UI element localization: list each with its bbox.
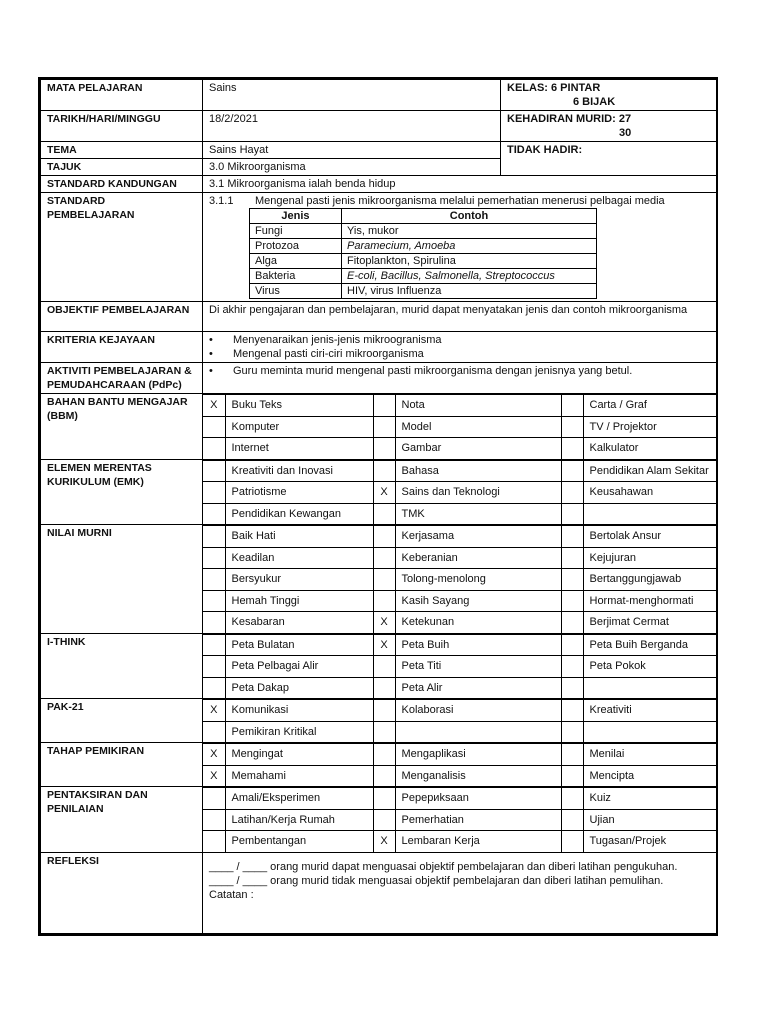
nilai-grid [203,525,716,633]
checkbox-cell[interactable] [561,460,583,482]
checkbox-cell[interactable] [561,656,583,678]
checkbox-cell[interactable] [203,569,225,591]
option-label: Peta Dakap [225,677,373,698]
checkbox-cell[interactable] [203,460,225,482]
checkbox-cell[interactable] [561,438,583,459]
contoh-cell: HIV, virus Influenza [342,284,597,299]
list-item [209,333,710,347]
emk-label [41,459,203,525]
list-item [209,347,710,361]
checkbox-cell[interactable] [373,700,395,722]
checkbox-cell[interactable] [373,765,395,786]
option-label: Keadilan [225,547,373,569]
checklist-row [203,590,716,612]
option-label: Kuiz [583,788,716,810]
pak21-grid-cell [203,699,717,743]
checkbox-cell[interactable] [373,569,395,591]
checkbox-cell[interactable] [373,526,395,548]
checklist-row [203,765,716,786]
checkbox-cell[interactable] [373,416,395,438]
option-label: Kreativiti dan Inovasi [225,460,373,482]
row-kriteria [41,332,717,363]
option-label: Keberanian [395,547,561,569]
checkbox-cell[interactable] [373,721,395,742]
checkbox-cell[interactable] [373,438,395,459]
checklist-row [203,831,716,852]
option-label: Mencipta [583,765,716,786]
sp-label-2: PEMBELAJARAN [47,209,135,221]
row-tema [41,142,717,159]
option-label: Mengaplikasi [395,744,561,766]
checkbox-cell[interactable] [561,788,583,810]
option-label: Kreativiti [583,700,716,722]
checkbox-cell[interactable] [203,788,225,810]
standard-kandungan-label: STANDARD KANDUNGAN [41,176,203,193]
option-label: Menganalisis [395,765,561,786]
bullet-icon: • [209,365,213,377]
option-label: Model [395,416,561,438]
checkbox-cell[interactable] [203,831,225,852]
checkbox-cell[interactable] [203,634,225,656]
tema-label: TEMA [41,142,203,159]
option-label: TMK [395,503,561,524]
standard-kandungan-value: 3.1 Mikroorganisma ialah benda hidup [203,176,717,193]
row-ithink [41,633,717,699]
checklist-row [203,503,716,524]
checkbox-cell[interactable] [203,526,225,548]
option-label: Kesabaran [225,612,373,633]
checklist-row [203,547,716,569]
checklist-row [203,788,716,810]
checkbox-cell[interactable] [561,503,583,524]
option-label: Kejujuran [583,547,716,569]
option-label: Lembaran Kerja [395,831,561,852]
option-label: Carta / Graf [583,395,716,417]
tidak-hadir-cell: TIDAK HADIR: [501,142,717,176]
checklist-row [203,677,716,698]
checkbox-cell[interactable] [373,503,395,524]
emk-grid [203,460,716,525]
option-label: Nota [395,395,561,417]
standard-pembelajaran-label [41,193,203,302]
checkbox-cell[interactable] [561,634,583,656]
checklist-row [203,416,716,438]
option-label: Bertolak Ansur [583,526,716,548]
option-label: Mengingat [225,744,373,766]
option-label: Sains dan Teknologi [395,482,561,504]
kehadiran-line2: 30 [619,127,632,139]
option-label [583,503,716,524]
option-label: Peta Bulatan [225,634,373,656]
option-label: Memahami [225,765,373,786]
option-label: Amali/Eksperimen [225,788,373,810]
bbm-label-1: BAHAN BANTU MENGAJAR [47,396,188,408]
bbm-grid-cell [203,394,717,460]
checklist-row [203,395,716,417]
row-standard-pembelajaran [41,193,717,302]
aktiviti-text: Guru meminta murid mengenal pasti mikroorganisma dengan jenisnya yang betul. [233,365,633,377]
checkbox-cell[interactable] [561,590,583,612]
checkbox-cell[interactable] [561,721,583,742]
option-label: Peta Buih Berganda [583,634,716,656]
jenis-contoh-table [249,208,597,299]
option-label: Hemah Tinggi [225,590,373,612]
checkbox-cell[interactable]: X [373,634,395,656]
pentaksiran-label [41,787,203,853]
checklist-row [203,612,716,633]
checkbox-cell[interactable] [203,438,225,459]
bbm-grid [203,394,716,459]
emk-grid-cell [203,459,717,525]
checkbox-cell[interactable] [561,569,583,591]
bbm-label-2: (BBM) [47,410,78,422]
checkbox-cell[interactable]: X [373,482,395,504]
option-label: Kerjasama [395,526,561,548]
mata-pelajaran-label: MATA PELAJARAN [41,80,203,111]
checkbox-cell[interactable] [373,590,395,612]
checklist-row [203,809,716,831]
standard-pembelajaran-content [203,193,717,302]
aktiviti-text-cell [203,363,717,394]
pentaksiran-label-2: PENILAIAN [47,803,104,815]
pentaksiran-label-1: PENTAKSIRAN DAN [47,789,148,801]
option-label: Tugasan/Projek [583,831,716,852]
checklist-row [203,526,716,548]
tarikh-value: 18/2/2021 [203,111,501,142]
tarikh-label: TARIKH/HARI/MINGGU [41,111,203,142]
pentaksiran-grid [203,787,716,852]
contoh-cell: Yis, mukor [342,224,597,239]
kehadiran-cell [501,111,717,142]
option-label: Komputer [225,416,373,438]
checkbox-cell[interactable]: X [373,612,395,633]
kehadiran-label: KEHADIRAN MURID: 27 [507,113,632,125]
option-label: Pepериksaan [395,788,561,810]
option-label: Kolaborasi [395,700,561,722]
row-nilai [41,525,717,634]
option-label: Buku Teks [225,395,373,417]
checkbox-cell[interactable] [561,744,583,766]
row-refleksi [41,852,717,933]
table-row [250,284,597,299]
table-row [250,254,597,269]
option-label [583,677,716,698]
option-label: Pendidikan Kewangan [225,503,373,524]
tahap-grid [203,743,716,786]
checklist-row [203,634,716,656]
option-label: Tolong-menolong [395,569,561,591]
option-label: Bahasa [395,460,561,482]
emk-label-1: ELEMEN MERENTAS [47,461,152,474]
option-label: Ujian [583,809,716,831]
kelas-line2: 6 BIJAK [573,96,616,108]
checkbox-cell[interactable] [561,809,583,831]
option-label: Baik Hati [225,526,373,548]
bullet-icon: • [209,334,213,346]
checklist-row [203,700,716,722]
row-pak21 [41,699,717,743]
option-label: Kasih Sayang [395,590,561,612]
checkbox-cell[interactable] [373,788,395,810]
nilai-grid-cell [203,525,717,634]
jenis-cell: Fungi [250,224,342,239]
option-label: Menilai [583,744,716,766]
pak21-grid [203,699,716,742]
checkbox-cell[interactable] [203,416,225,438]
checkbox-cell[interactable] [203,503,225,524]
row-emk [41,459,717,525]
option-label: TV / Projektor [583,416,716,438]
pentaksiran-grid-cell [203,787,717,853]
pak21-label: PAK-21 [41,699,203,743]
ithink-label: I-THINK [41,633,203,699]
checkbox-cell[interactable]: X [373,831,395,852]
objektif-text: Di akhir pengajaran dan pembelajaran, murid dapat menyatakan jenis dan contoh mikroorganisma [203,302,717,332]
lesson-plan-table [40,79,717,934]
ithink-grid [203,634,716,699]
checklist-row [203,438,716,459]
option-label: Bersyukur [225,569,373,591]
checkbox-cell[interactable]: X [203,744,225,766]
option-label: Peta Titi [395,656,561,678]
option-label: Berjimat Cermat [583,612,716,633]
checkbox-cell[interactable] [561,416,583,438]
checkbox-cell[interactable] [561,547,583,569]
checkbox-cell[interactable] [561,482,583,504]
jenis-cell: Alga [250,254,342,269]
option-label: Peta Pelbagai Alir [225,656,373,678]
checkbox-cell[interactable]: X [203,765,225,786]
bullet-icon: • [209,348,213,360]
option-label: Latihan/Kerja Rumah [225,809,373,831]
lesson-plan-sheet [38,77,718,936]
option-label: Patriotisme [225,482,373,504]
kriteria-list [203,332,717,363]
objektif-label: OBJEKTIF PEMBELAJARAN [41,302,203,332]
checkbox-cell[interactable] [561,612,583,633]
checkbox-cell[interactable] [561,526,583,548]
option-label: Pembentangan [225,831,373,852]
refleksi-line-1: ____ / ____ orang murid dapat menguasai objektif pembelajaran dan diberi latihan pengukuhan. [209,860,678,873]
jenis-header: Jenis [250,209,342,224]
option-label: Peta Alir [395,677,561,698]
contoh-cell: E-coli, Bacillus, Salmonella, Streptococcus [342,269,597,284]
row-mata-pelajaran [41,80,717,111]
option-label: Komunikasi [225,700,373,722]
checkbox-cell[interactable] [373,809,395,831]
kelas-label: KELAS: 6 PINTAR [507,82,601,94]
row-tarikh [41,111,717,142]
checkbox-cell[interactable] [373,677,395,698]
checkbox-cell[interactable] [203,612,225,633]
sp-text: Mengenal pasti jenis mikroorganisma melalui pemerhatian menerusi pelbagai media [255,195,665,207]
checkbox-cell[interactable] [561,700,583,722]
checkbox-cell[interactable] [373,547,395,569]
row-objektif [41,302,717,332]
kriteria-item-text: Menyenaraikan jenis-jenis mikroogranisma [233,334,442,346]
checkbox-cell[interactable] [561,677,583,698]
refleksi-line-2: ____ / ____ orang murid tidak menguasai objektif pembelajaran dan diberi latihan pemulihan. [209,874,664,887]
option-label: Peta Buih [395,634,561,656]
option-label [395,721,561,742]
checkbox-cell[interactable] [561,395,583,417]
contoh-header: Contoh [342,209,597,224]
aktiviti-label [41,363,203,394]
checkbox-cell[interactable] [373,395,395,417]
table-row [250,269,597,284]
checklist-row [203,460,716,482]
sp-statement [209,194,710,208]
checkbox-cell[interactable] [373,460,395,482]
ithink-grid-cell [203,633,717,699]
option-label: Peta Pokok [583,656,716,678]
tahap-label: TAHAP PEMIKIRAN [41,743,203,787]
kelas-cell [501,80,717,111]
option-label: Hormat-menghormati [583,590,716,612]
tahap-grid-cell [203,743,717,787]
checklist-row [203,482,716,504]
checklist-row [203,656,716,678]
checkbox-cell[interactable] [203,809,225,831]
sp-label-1: STANDARD [47,195,106,207]
checkbox-cell[interactable] [373,656,395,678]
aktiviti-label-1: AKTIVITI PEMBELAJARAN & [47,365,192,377]
option-label: Pendidikan Alam Sekitar [583,460,716,482]
checkbox-cell[interactable] [203,721,225,742]
nilai-label: NILAI MURNI [41,525,203,634]
checkbox-cell[interactable] [203,482,225,504]
emk-label-2: KURIKULUM (EMK) [47,475,144,488]
option-label: Pemikiran Kritikal [225,721,373,742]
option-label: Pemerhatian [395,809,561,831]
refleksi-label: REFLEKSI [41,852,203,933]
jenis-table-header [250,209,597,224]
refleksi-catatan: Catatan : [209,888,254,901]
checklist-row [203,569,716,591]
tema-value: Sains Hayat [203,142,501,159]
jenis-cell: Virus [250,284,342,299]
checkbox-cell[interactable]: X [203,395,225,417]
contoh-cell: Paramecium, Amoeba [342,239,597,254]
jenis-cell: Protozoa [250,239,342,254]
checkbox-cell[interactable]: X [203,700,225,722]
option-label: Ketekunan [395,612,561,633]
row-tahap [41,743,717,787]
row-standard-kandungan [41,176,717,193]
option-label: Bertanggungjawab [583,569,716,591]
checkbox-cell[interactable] [203,677,225,698]
tajuk-label: TAJUK [41,159,203,176]
refleksi-content [203,852,717,933]
table-row [250,239,597,254]
checklist-row [203,721,716,742]
aktiviti-label-2: PEMUDAHCARAAN (PdPc) [47,379,182,391]
option-label: Internet [225,438,373,459]
kriteria-label: KRITERIA KEJAYAAN [41,332,203,363]
option-label: Kalkulator [583,438,716,459]
checkbox-cell[interactable] [203,590,225,612]
option-label: Keusahawan [583,482,716,504]
row-bbm [41,394,717,460]
checkbox-cell[interactable] [203,656,225,678]
sp-code: 3.1.1 [209,195,234,207]
checklist-row [203,744,716,766]
tajuk-value: 3.0 Mikroorganisma [203,159,501,176]
option-label [583,721,716,742]
row-pentaksiran [41,787,717,853]
jenis-cell: Bakteria [250,269,342,284]
contoh-cell: Fitoplankton, Spirulina [342,254,597,269]
checkbox-cell[interactable] [373,744,395,766]
bbm-label [41,394,203,460]
row-aktiviti [41,363,717,394]
table-row [250,224,597,239]
checkbox-cell[interactable] [561,831,583,852]
checkbox-cell[interactable] [561,765,583,786]
option-label: Gambar [395,438,561,459]
mata-pelajaran-value: Sains [203,80,501,111]
kriteria-item-text: Mengenal pasti ciri-ciri mikroorganisma [233,348,424,360]
checkbox-cell[interactable] [203,547,225,569]
